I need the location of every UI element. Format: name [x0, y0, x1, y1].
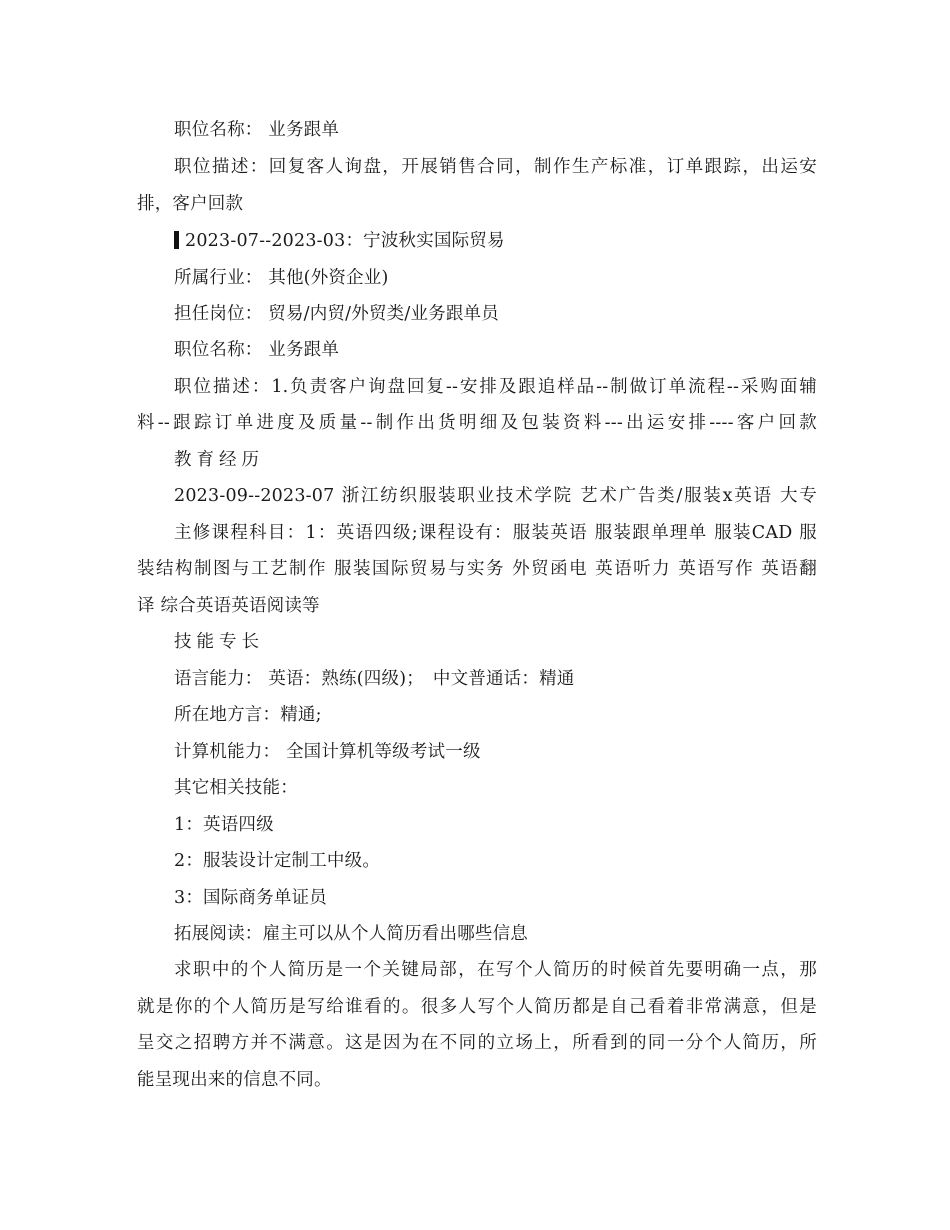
courses-line-1: 主修课程科目：1：英语四级;课程设有：服装英语 服装跟单理单 服装CAD 服	[174, 523, 817, 543]
paragraph-line-2: 就是你的个人简历是写给谁看的。很多人写个人简历都是自己看着非常满意，但是	[137, 997, 817, 1017]
extended-reading-title: 拓展阅读：雇主可以从个人简历看出哪些信息	[174, 924, 528, 944]
education-entry: 2023-09--2023-07 浙江纺织服装职业技术学院 艺术广告类/服装x英语 大专	[174, 486, 817, 506]
skill-item-2: 2：服装设计定制工中级。	[174, 851, 381, 871]
position-line: 担任岗位： 贸易/内贸/外贸类/业务跟单员	[174, 304, 499, 324]
paragraph-line-1: 求职中的个人简历是一个关键局部，在写个人简历的时候首先要明确一点，那	[174, 960, 817, 980]
work-period-text: 2023-07--2023-03：宁波秋实国际贸易	[185, 231, 505, 251]
job-description-continuation-2: 料--跟踪订单进度及质量--制作出货明细及包装资料---出运安排----客户回款	[137, 413, 817, 433]
paragraph-line-3: 呈交之招聘方并不满意。这是因为在不同的立场上，所看到的同一分个人简历，所	[137, 1033, 817, 1053]
job-title-line-1: 职位名称： 业务跟单	[174, 120, 340, 140]
courses-line-2: 装结构制图与工艺制作 服装国际贸易与实务 外贸函电 英语听力 英语写作 英语翻	[137, 559, 817, 579]
skills-heading: 技能专长	[174, 632, 264, 652]
job-description-line-2: 职位描述：1.负责客户询盘回复--安排及跟追样品--制做订单流程--采购面辅	[174, 377, 817, 397]
dialect-ability: 所在地方言：精通;	[174, 705, 322, 725]
work-period-header	[174, 231, 817, 252]
language-ability: 语言能力： 英语：熟练(四级)； 中文普通话：精通	[174, 669, 575, 689]
courses-line-3: 译 综合英语英语阅读等	[137, 596, 320, 616]
job-description-continuation-1: 排，客户回款	[137, 194, 244, 214]
computer-ability: 计算机能力： 全国计算机等级考试一级	[174, 742, 481, 762]
job-description-line-1: 职位描述：回复客人询盘，开展销售合同，制作生产标准，订单跟踪，出运安	[174, 157, 817, 177]
other-skills-label: 其它相关技能：	[174, 778, 298, 798]
education-heading: 教育经历	[174, 450, 264, 470]
paragraph-line-4: 能呈现出来的信息不同。	[137, 1070, 332, 1090]
section-bar-marker	[174, 231, 179, 249]
skill-item-1: 1：英语四级	[174, 815, 274, 835]
skill-item-3: 3：国际商务单证员	[174, 888, 327, 908]
industry-line: 所属行业： 其他(外资企业)	[174, 268, 389, 288]
job-title-line-2: 职位名称： 业务跟单	[174, 340, 340, 360]
